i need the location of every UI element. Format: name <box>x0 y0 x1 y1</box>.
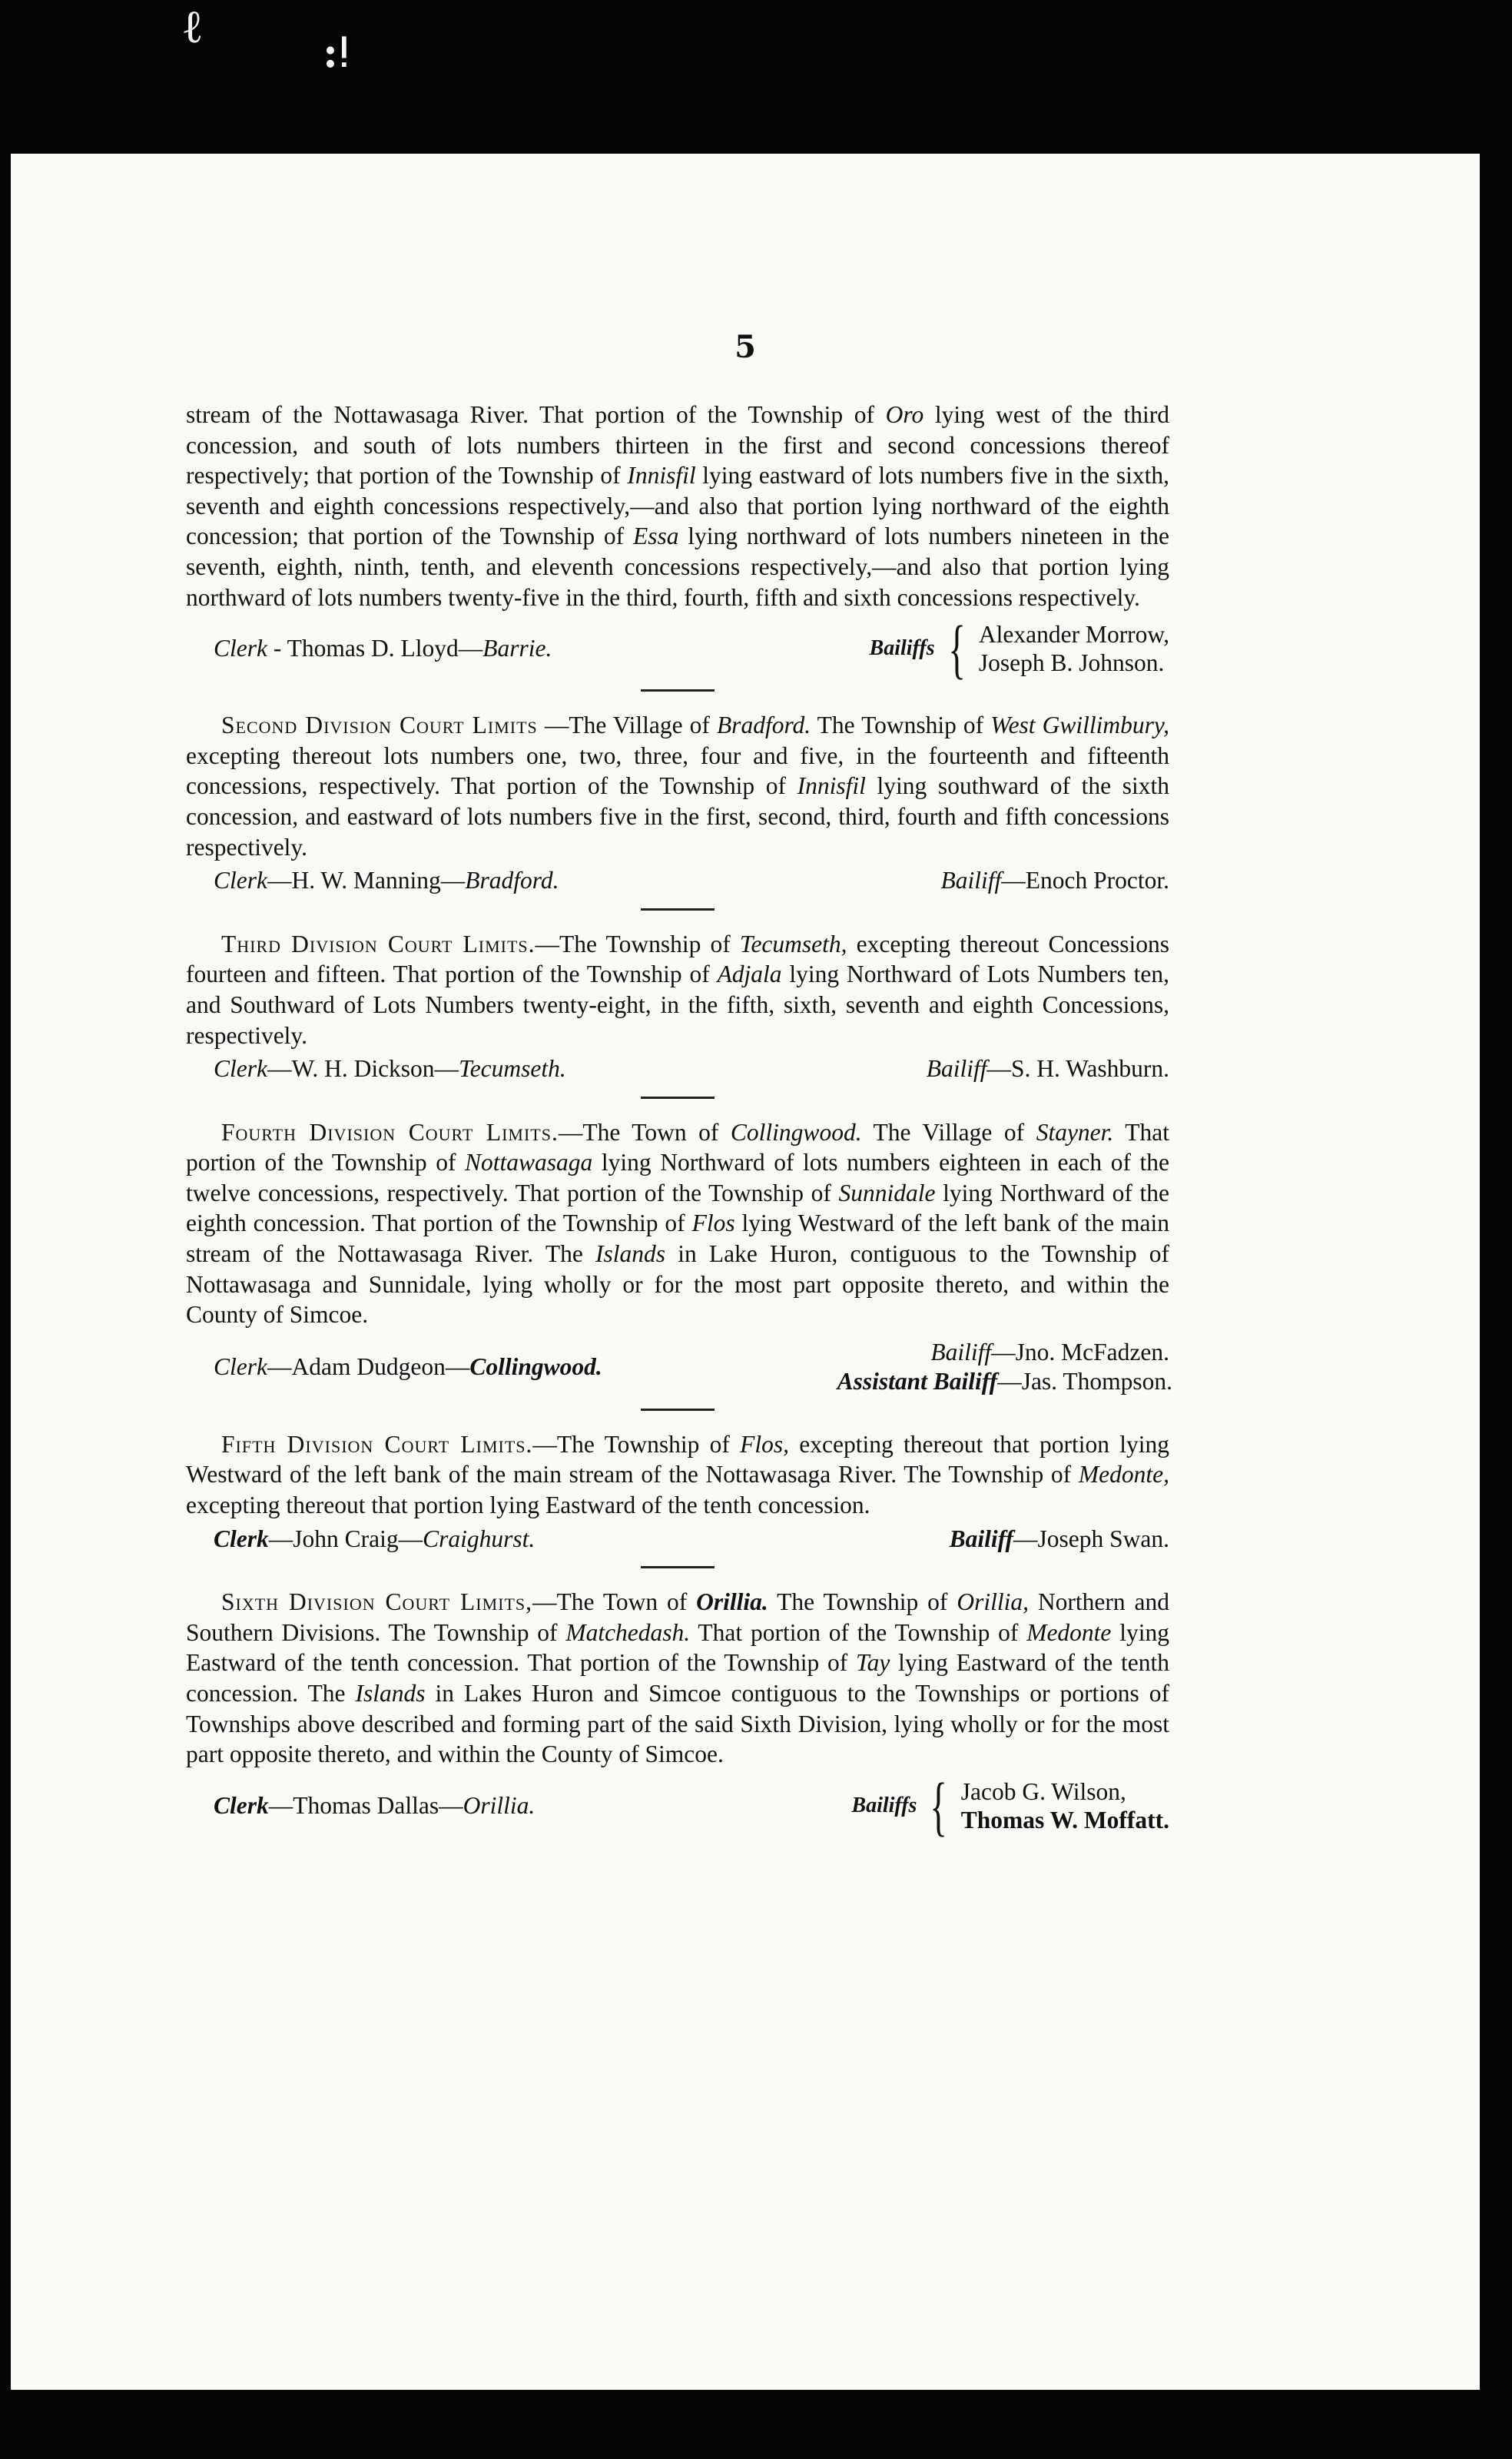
fifth-division-paragraph: Fifth Division Court Limits.—The Township of Flos, excepting thereout that portion lying Westward of the left bank of the main stream of the Nottawasaga River. The Township of Medonte, excepting thereout that portion lying Eastward of the tenth concession. <box>186 1430 1169 1519</box>
scan-mark-top: ℓ <box>181 0 204 54</box>
third-division-heading: Third Division Court Limits. <box>221 930 536 957</box>
fifth-officials: Clerk—John Craig—Craighurst. Bailiff—Joseph Swan. <box>214 1525 1169 1552</box>
section-divider <box>641 689 715 692</box>
section-divider <box>641 908 715 911</box>
sixth-officials: Clerk—Thomas Dallas—Orillia. Bailiffs { Jacob G. Wilson, Thomas W. Moffatt. <box>214 1768 1169 1843</box>
fourth-division-paragraph: Fourth Division Court Limits.—The Town of Collingwood. The Village of Stayner. That portion of the Township of Nottawasaga lying Northward of lots numbers eighteen in each of the twelve concessions, respectively. That portion of the Township of Sunnidale lying Northward of the eighth concession. That portion of the Township of Flos lying Westward of the left bank of the main stream of the Nottawasaga River. The Islands in Lake Huron, contiguous to the Township of Nottawasaga and Sunnidale, lying wholly or for the most part opposite thereto, and within the County of Simcoe. <box>186 1118 1170 1329</box>
document-page <box>11 154 1480 2390</box>
second-division-heading: Second Division Court Limits <box>221 712 538 739</box>
section-divider <box>641 1566 715 1568</box>
intro-paragraph: stream of the Nottawasaga River. That portion of the Township of Oro lying west of the third concession, and south of lots numbers thirteen in the first and second concessions thereof respectively; that portion of the Township of Innisfil lying eastward of lots numbers five in the sixth, seventh and eighth concessions respectively,—and also that portion lying northward of the eighth concession; that portion of the Township of Essa lying northward of lots numbers nineteen in the seventh, eighth, ninth, tenth, and eleventh concessions respectively,—and also that portion lying northward of lots numbers twenty-five in the third, fourth, fifth and sixth concessions respectively. <box>186 401 1169 611</box>
page-number: 5 <box>734 329 756 365</box>
fourth-division-heading: Fourth Division Court Limits. <box>221 1118 559 1146</box>
second-officials: Clerk—H. W. Manning—Bradford. Bailiff—Enoch Proctor. <box>214 867 1169 894</box>
brace-icon: { <box>930 1768 948 1843</box>
scan-mark-top-2: :ǃ <box>323 28 350 77</box>
section-divider <box>641 1409 715 1411</box>
intro-bailiffs: Bailiffs { Alexander Morrow, Joseph B. Johnson. <box>869 612 1169 686</box>
third-officials: Clerk—W. H. Dickson—Tecumseth. Bailiff—S. H. Washburn. <box>214 1055 1169 1083</box>
fourth-officials: Clerk—Adam Dudgeon—Collingwood. Bailiff—Jno. McFadzen. Assistant Bailiff—Jas. Thompson. <box>214 1338 1172 1395</box>
intro-officials <box>186 612 1169 686</box>
sixth-division-paragraph: Sixth Division Court Limits,—The Town of Orillia. The Township of Orillia, Northern and Southern Divisions. The Township of Matchedash. That portion of the Township of Medonte lying Eastward of the tenth concession. That portion of the Township of Tay lying Eastward of the tenth concession. The Islands in Lakes Huron and Simcoe contiguous to the Townships or portions of Townships above described and forming part of the said Sixth Division, lying wholly or for the most part opposite thereto, and within the County of Simcoe. <box>186 1588 1169 1768</box>
section-divider <box>641 1097 715 1099</box>
second-division-paragraph: Second Division Court Limits —The Village of Bradford. The Township of West Gwillimbury, excepting thereout lots numbers one, two, three, four and five, in the fourteenth and fifteenth concessions, respectively. That portion of the Township of Innisfil lying southward of the sixth concession, and eastward of lots numbers five in the first, second, third, fourth and fifth concessions respectively. <box>186 712 1170 861</box>
intro-clerk: Clerk - Thomas D. Lloyd—Barrie. <box>214 635 552 662</box>
fifth-division-heading: Fifth Division Court Limits. <box>221 1430 533 1458</box>
brace-icon: { <box>947 612 966 686</box>
third-division-paragraph: Third Division Court Limits.—The Township of Tecumseth, excepting thereout Concessions fourteen and fifteen. That portion of the Township of Adjala lying Northward of Lots Numbers ten, and Southward of Lots Numbers twenty-eight, in the fifth, sixth, seventh and eighth Concessions, respectively. <box>186 930 1169 1049</box>
sixth-division-heading: Sixth Division Court Limits, <box>221 1588 532 1616</box>
page-text <box>186 400 1172 1843</box>
